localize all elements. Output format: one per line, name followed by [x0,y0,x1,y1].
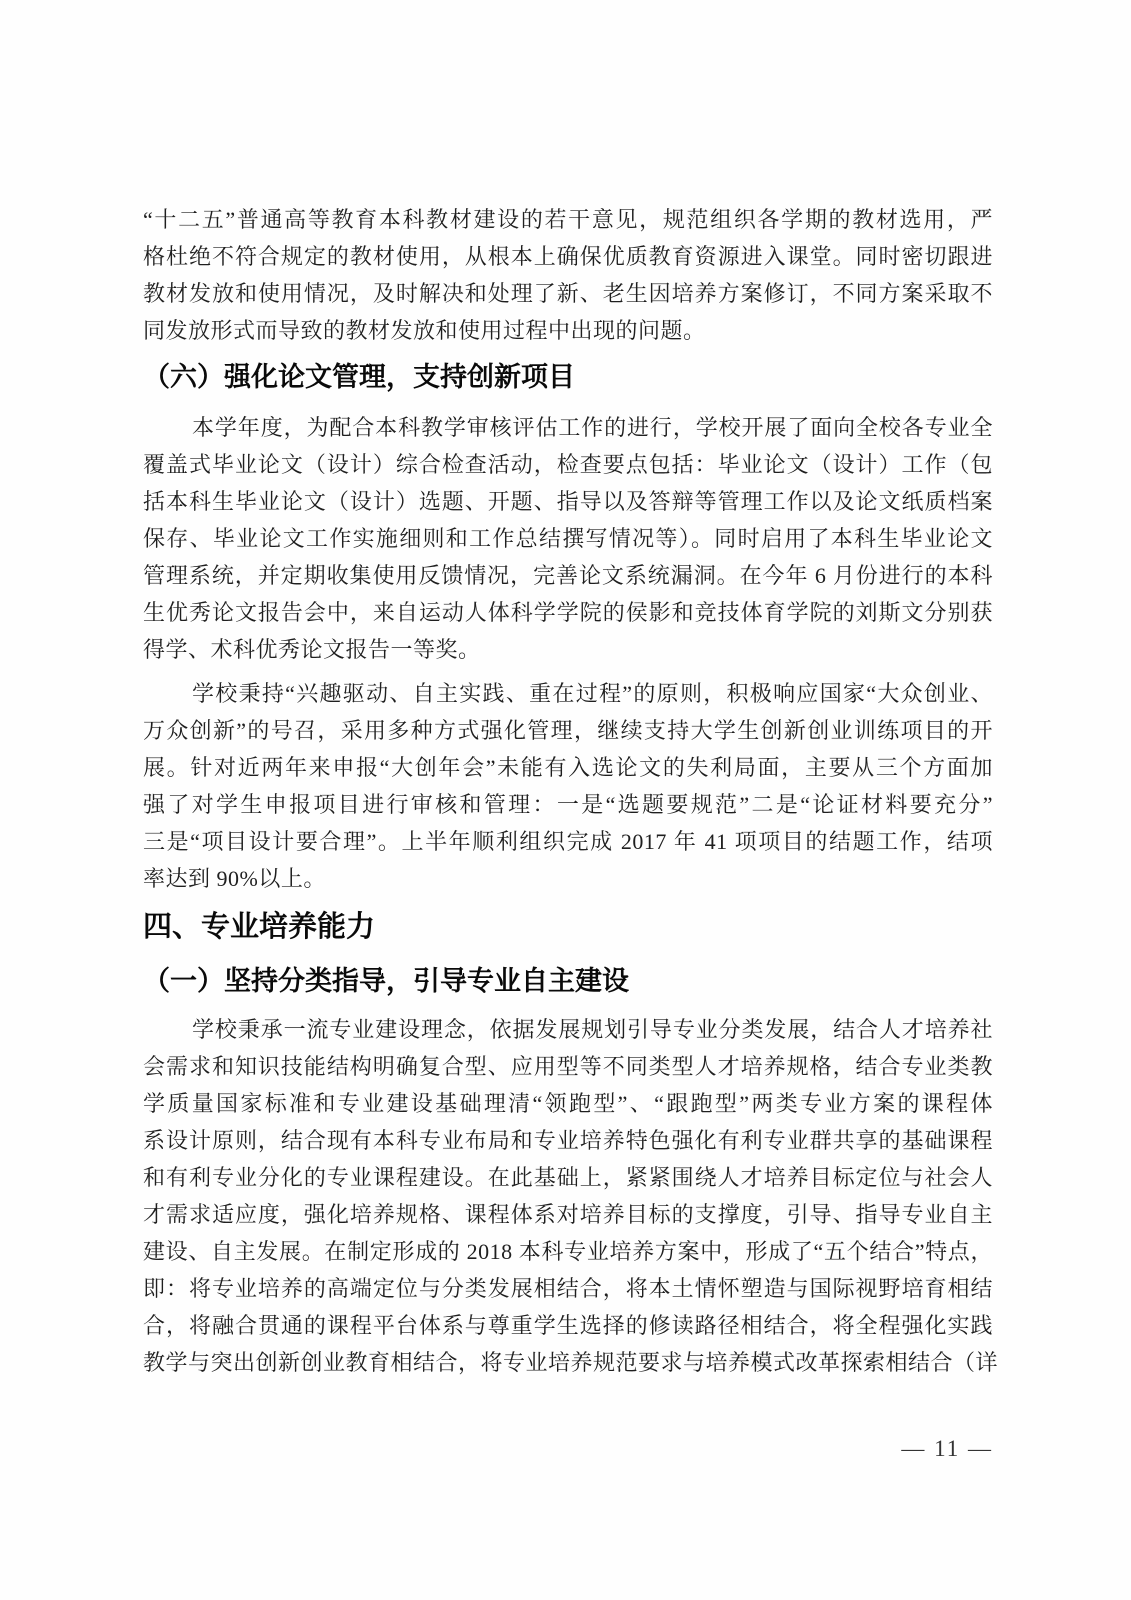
body-text-line: 系设计原则，结合现有本科专业布局和专业培养特色强化有利专业群共享的基础课程 [143,1128,993,1153]
body-text-line: 合，将融合贯通的课程平台体系与尊重学生选择的修读路径相结合，将全程强化实践 [143,1313,993,1338]
body-text-line: “十二五”普通高等教育本科教材建设的若干意见，规范组织各学期的教材选用，严 [143,207,993,232]
body-text-line: 即：将专业培养的高端定位与分类发展相结合，将本土情怀塑造与国际视野培育相结 [143,1276,993,1301]
paragraph-innovation-projects [143,675,993,897]
body-text-line: 覆盖式毕业论文（设计）综合检查活动，检查要点包括：毕业论文（设计）工作（包 [143,452,993,477]
body-text-line: 学校秉承一流专业建设理念，依据发展规划引导专业分类发展，结合人才培养社 [192,1017,993,1042]
body-text-line: 括本科生毕业论文（设计）选题、开题、指导以及答辩等管理工作以及论文纸质档案 [143,489,993,514]
body-text-line: 建设、自主发展。在制定形成的 2018 本科专业培养方案中，形成了“五个结合”特点， [143,1239,993,1264]
body-text-line: 格杜绝不符合规定的教材使用，从根本上确保优质教育资源进入课堂。同时密切跟进 [143,244,993,269]
body-text-line: 教学与突出创新创业教育相结合，将专业培养规范要求与培养模式改革探索相结合（详 [143,1350,999,1375]
paragraph-thesis-management [143,409,993,668]
page-footer [143,1434,993,1464]
body-text-line: 本学年度，为配合本科教学审核评估工作的进行，学校开展了面向全校各专业全 [192,415,993,440]
body-text-line: 才需求适应度，强化培养规格、课程体系对培养目标的支撑度，引导、指导专业自主 [143,1202,993,1227]
body-text-line: 会需求和知识技能结构明确复合型、应用型等不同类型人才培养规格，结合专业类教 [143,1054,993,1079]
page-body [143,0,999,1464]
body-text-line: 和有利专业分化的专业课程建设。在此基础上，紧紧围绕人才培养目标定位与社会人 [143,1165,993,1190]
body-text-line: 三是“项目设计要合理”。上半年顺利组织完成 2017 年 41 项项目的结题工作，结项 [143,829,993,854]
body-text-line: 同发放形式而导致的教材发放和使用过程中出现的问题。 [143,318,706,343]
heading-section-6: （六）强化论文管理，支持创新项目 [143,362,575,392]
body-text-line: 强了对学生申报项目进行审核和管理：一是“选题要规范”二是“论证材料要充分” [143,792,993,817]
body-text-line: 万众创新”的号召，采用多种方式强化管理，继续支持大学生创新创业训练项目的开 [143,718,993,743]
body-text-line: 保存、毕业论文工作实施细则和工作总结撰写情况等）。同时启用了本科生毕业论文 [143,526,993,551]
body-text-line: 得学、术科优秀论文报告一等奖。 [143,637,481,662]
body-text-line: 管理系统，并定期收集使用反馈情况，完善论文系统漏洞。在今年 6 月份进行的本科 [143,563,993,588]
heading-chapter-4: 四、专业培养能力 [143,911,376,943]
body-text-line: 学校秉持“兴趣驱动、自主实践、重在过程”的原则，积极响应国家“大众创业、 [192,681,993,706]
body-text-line: 生优秀论文报告会中，来自运动人体科学学院的侯影和竞技体育学院的刘斯文分别获 [143,600,993,625]
body-text-line: 率达到 90%以上。 [143,866,326,891]
paragraph-textbook-management [143,201,993,349]
body-text-line: 教材发放和使用情况，及时解决和处理了新、老生因培养方案修订，不同方案采取不 [143,281,993,306]
page-number: — 11 — [901,1436,993,1461]
paragraph-major-development [143,1011,999,1381]
body-text-line: 学质量国家标准和专业建设基础理清“领跑型”、“跟跑型”两类专业方案的课程体 [143,1091,993,1116]
body-text-line: 展。针对近两年来申报“大创年会”未能有入选论文的失利局面，主要从三个方面加 [143,755,993,780]
heading-section-1: （一）坚持分类指导，引导专业自主建设 [143,966,629,996]
